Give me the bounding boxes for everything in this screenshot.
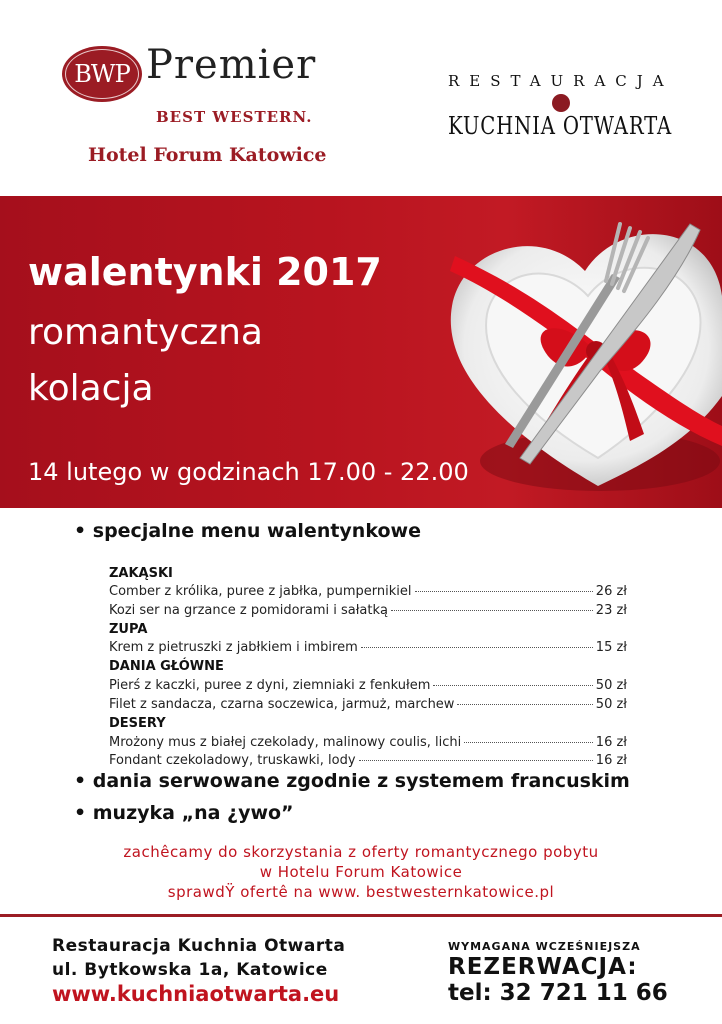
menu-item-name: Mrożony mus z białej czekolady, malinowy coulis, lichi: [109, 735, 462, 750]
restaurant-name: Restauracja Kuchnia Otwarta: [52, 936, 346, 956]
event-subtitle-2: kolacja: [28, 368, 154, 409]
section-title-zakaski: ZAKĄSKI: [109, 566, 173, 581]
menu-item-name: Filet z sandacza, czarna soczewica, jarmuż, marchew: [109, 697, 455, 712]
bullet-special-menu: • specjalne menu walentynkowe: [74, 520, 421, 542]
leader-dots: [361, 647, 593, 648]
menu-item-name: Krem z pietruszki z jabłkiem i imbirem: [109, 640, 358, 655]
restauracja-logo-text: RESTAURACJA: [448, 72, 674, 90]
reservation-heading: REZERWACJA:: [448, 954, 638, 980]
restaurant-address: ul. Bytkowska 1a, Katowice: [52, 960, 328, 980]
menu-item-name: Kozi ser na grzance z pomidorami i sałatką: [109, 603, 388, 618]
event-subtitle-1: romantyczna: [28, 312, 263, 353]
leader-dots: [415, 591, 593, 592]
restaurant-logo-dot: [552, 94, 570, 112]
menu-item-price: 50 zł: [595, 678, 627, 693]
menu-item-price: 23 zł: [595, 603, 627, 618]
reservation-required-note: WYMAGANA WCZEŚNIEJSZA: [448, 940, 641, 953]
footer-divider: [0, 914, 722, 917]
leader-dots: [359, 760, 593, 761]
promo-line-2: w Hotelu Forum Katowice: [259, 863, 463, 881]
restaurant-website-link[interactable]: www.kuchniaotwarta.eu: [52, 982, 340, 1006]
reservation-phone[interactable]: tel: 32 721 11 66: [448, 980, 668, 1006]
menu-item-name: Fondant czekoladowy, truskawki, lody: [109, 753, 356, 768]
menu-item: [109, 753, 627, 768]
promo-line-3[interactable]: sprawdŸ ofertê na www. bestwesternkatowice.pl: [167, 883, 555, 901]
menu-item-price: 16 zł: [595, 735, 627, 750]
leader-dots: [457, 704, 592, 705]
menu-item: [109, 640, 627, 655]
menu-item: [109, 697, 627, 712]
menu-item-name: Pierś z kaczki, puree z dyni, ziemniaki z fenkułem: [109, 678, 431, 693]
leader-dots: [464, 742, 593, 743]
bwp-logo: [62, 46, 142, 102]
menu-item: [109, 678, 627, 693]
hotel-name: Hotel Forum Katowice: [88, 144, 327, 166]
bullet-french-service: • dania serwowane zgodnie z systemem francuskim: [74, 770, 630, 792]
leader-dots: [433, 685, 592, 686]
promo-line-1: zachêcamy do skorzystania z oferty romantycznego pobytu: [123, 843, 599, 861]
premier-logo-text: Premier: [146, 42, 317, 88]
bwp-logo-text: BWP: [74, 60, 130, 88]
event-datetime: 14 lutego w godzinach 17.00 - 22.00: [28, 458, 469, 486]
menu-item: [109, 603, 627, 618]
menu-item-name: Comber z królika, puree z jabłka, pumpernikiel: [109, 584, 412, 599]
menu-item-price: 15 zł: [595, 640, 627, 655]
section-title-desery: DESERY: [109, 716, 166, 731]
menu-item: [109, 584, 627, 599]
menu-item-price: 16 zł: [595, 753, 627, 768]
menu-item-price: 50 zł: [595, 697, 627, 712]
leader-dots: [391, 610, 593, 611]
event-title: walentynki 2017: [28, 250, 382, 294]
section-title-zupa: ZUPA: [109, 622, 148, 637]
section-title-dania-glowne: DANIA GŁÓWNE: [109, 659, 224, 674]
menu-item-price: 26 zł: [595, 584, 627, 599]
bullet-live-music: • muzyka „na ¿ywo”: [74, 802, 294, 824]
menu-item: [109, 735, 627, 750]
best-western-text: BEST WESTERN.: [156, 108, 313, 126]
kuchnia-otwarta-logo-text: KUCHNIA OTWARTA: [448, 112, 673, 140]
